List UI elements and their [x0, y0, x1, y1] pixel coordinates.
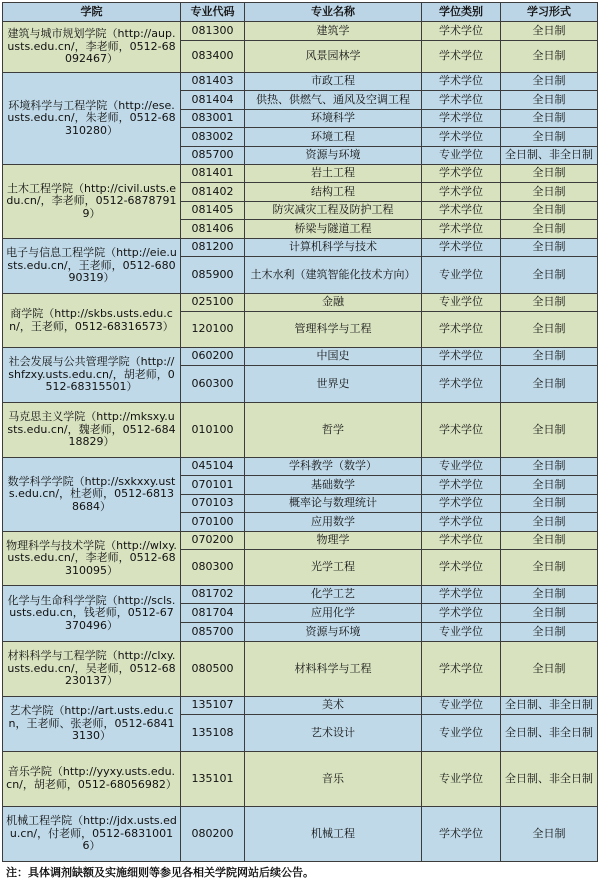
- majors-table-container: [2, 2, 598, 862]
- table-row: [3, 586, 598, 604]
- college-cell: 建筑与城市规划学院（http://aup.usts.edu.cn/，李老师，0512-68092467）: [3, 22, 181, 73]
- study-mode-cell: 全日制: [501, 183, 598, 202]
- degree-type-cell: 学术学位: [422, 495, 501, 513]
- major-code-cell: 081402: [181, 183, 245, 202]
- major-code-cell: 083400: [181, 41, 245, 73]
- major-name-cell: 资源与环境: [245, 623, 422, 642]
- study-mode-cell: 全日制: [501, 110, 598, 128]
- major-code-cell: 070101: [181, 476, 245, 495]
- major-name-cell: 金融: [245, 294, 422, 312]
- study-mode-cell: 全日制: [501, 586, 598, 604]
- study-mode-cell: 全日制: [501, 257, 598, 294]
- degree-type-cell: 专业学位: [422, 257, 501, 294]
- major-name-cell: 光学工程: [245, 550, 422, 586]
- major-code-cell: 080200: [181, 807, 245, 862]
- degree-type-cell: 学术学位: [422, 604, 501, 623]
- major-name-cell: 艺术设计: [245, 715, 422, 752]
- major-code-cell: 081406: [181, 220, 245, 239]
- degree-type-cell: 学术学位: [422, 22, 501, 41]
- study-mode-cell: 全日制: [501, 532, 598, 550]
- major-name-cell: 岩土工程: [245, 165, 422, 183]
- major-code-cell: 080500: [181, 642, 245, 697]
- major-code-cell: 025100: [181, 294, 245, 312]
- degree-type-cell: 学术学位: [422, 403, 501, 458]
- study-mode-cell: 全日制、非全日制: [501, 697, 598, 715]
- degree-type-cell: 专业学位: [422, 294, 501, 312]
- major-name-cell: 基础数学: [245, 476, 422, 495]
- major-name-cell: 材料科学与工程: [245, 642, 422, 697]
- header-name: 专业名称: [245, 3, 422, 22]
- study-mode-cell: 全日制: [501, 807, 598, 862]
- study-mode-cell: 全日制: [501, 91, 598, 110]
- college-cell: 商学院（http://skbs.usts.edu.cn/，王老师，0512-68316573）: [3, 294, 181, 348]
- table-row: [3, 294, 598, 312]
- table-row: [3, 807, 598, 862]
- header-code: 专业代码: [181, 3, 245, 22]
- degree-type-cell: 学术学位: [422, 312, 501, 348]
- study-mode-cell: 全日制: [501, 294, 598, 312]
- college-cell: 材料科学与工程学院（http://clxy.usts.edu.cn/，吴老师，0512-68230137）: [3, 642, 181, 697]
- study-mode-cell: 全日制: [501, 73, 598, 91]
- table-row: [3, 73, 598, 91]
- table-row: [3, 642, 598, 697]
- study-mode-cell: 全日制: [501, 495, 598, 513]
- major-code-cell: 081200: [181, 239, 245, 257]
- study-mode-cell: 全日制: [501, 312, 598, 348]
- major-code-cell: 081401: [181, 165, 245, 183]
- major-name-cell: 结构工程: [245, 183, 422, 202]
- study-mode-cell: 全日制: [501, 128, 598, 147]
- major-name-cell: 中国史: [245, 348, 422, 366]
- degree-type-cell: 专业学位: [422, 458, 501, 476]
- college-cell: 马克思主义学院（http://mksxy.usts.edu.cn/，魏老师，0512-68418829）: [3, 403, 181, 458]
- table-header-row: [3, 3, 598, 22]
- study-mode-cell: 全日制: [501, 202, 598, 220]
- major-code-cell: 135107: [181, 697, 245, 715]
- degree-type-cell: 学术学位: [422, 202, 501, 220]
- study-mode-cell: 全日制: [501, 458, 598, 476]
- college-cell: 物理科学与技术学院（http://wlxy.usts.edu.cn/，李老师，0512-68310095）: [3, 532, 181, 586]
- major-code-cell: 070100: [181, 513, 245, 532]
- major-code-cell: 081403: [181, 73, 245, 91]
- degree-type-cell: 学术学位: [422, 476, 501, 495]
- college-cell: 机械工程学院（http://jdx.usts.edu.cn/，付老师，0512-68310016）: [3, 807, 181, 862]
- major-code-cell: 081404: [181, 91, 245, 110]
- major-code-cell: 085900: [181, 257, 245, 294]
- major-name-cell: 美术: [245, 697, 422, 715]
- degree-type-cell: 学术学位: [422, 220, 501, 239]
- major-code-cell: 081300: [181, 22, 245, 41]
- college-cell: 电子与信息工程学院（http://eie.usts.edu.cn/，王老师，0512-68090319）: [3, 239, 181, 294]
- study-mode-cell: 全日制: [501, 550, 598, 586]
- study-mode-cell: 全日制: [501, 348, 598, 366]
- table-row: [3, 697, 598, 715]
- study-mode-cell: 全日制: [501, 623, 598, 642]
- footnote: 注：具体调剂缺额及实施细则等参见各相关学院网站后续公告。: [6, 866, 314, 879]
- major-code-cell: 120100: [181, 312, 245, 348]
- degree-type-cell: 学术学位: [422, 41, 501, 73]
- degree-type-cell: 学术学位: [422, 348, 501, 366]
- table-row: [3, 532, 598, 550]
- major-name-cell: 学科教学（数学）: [245, 458, 422, 476]
- college-cell: 环境科学与工程学院（http://ese.usts.edu.cn/，朱老师，0512-68310280）: [3, 73, 181, 165]
- college-cell: 化学与生命科学学院（http://scls.usts.edu.cn，钱老师，0512-67370496）: [3, 586, 181, 642]
- college-cell: 土木工程学院（http://civil.usts.edu.cn/，李老师，0512-68787919）: [3, 165, 181, 239]
- header-college: 学院: [3, 3, 181, 22]
- degree-type-cell: 学术学位: [422, 532, 501, 550]
- study-mode-cell: 全日制: [501, 41, 598, 73]
- degree-type-cell: 学术学位: [422, 586, 501, 604]
- major-code-cell: 085700: [181, 623, 245, 642]
- study-mode-cell: 全日制: [501, 366, 598, 403]
- major-name-cell: 应用化学: [245, 604, 422, 623]
- degree-type-cell: 学术学位: [422, 513, 501, 532]
- college-cell: 音乐学院（http://yyxy.usts.edu.cn/，胡老师，0512-68056982）: [3, 752, 181, 807]
- degree-type-cell: 学术学位: [422, 239, 501, 257]
- degree-type-cell: 专业学位: [422, 623, 501, 642]
- major-code-cell: 070200: [181, 532, 245, 550]
- degree-type-cell: 专业学位: [422, 715, 501, 752]
- degree-type-cell: 学术学位: [422, 165, 501, 183]
- study-mode-cell: 全日制: [501, 22, 598, 41]
- table-row: [3, 165, 598, 183]
- major-code-cell: 085700: [181, 147, 245, 165]
- major-code-cell: 081702: [181, 586, 245, 604]
- major-name-cell: 风景园林学: [245, 41, 422, 73]
- major-name-cell: 哲学: [245, 403, 422, 458]
- degree-type-cell: 专业学位: [422, 752, 501, 807]
- degree-type-cell: 学术学位: [422, 807, 501, 862]
- major-code-cell: 135101: [181, 752, 245, 807]
- major-name-cell: 机械工程: [245, 807, 422, 862]
- table-row: [3, 403, 598, 458]
- table-row: [3, 752, 598, 807]
- major-name-cell: 计算机科学与技术: [245, 239, 422, 257]
- major-name-cell: 概率论与数理统计: [245, 495, 422, 513]
- degree-type-cell: 学术学位: [422, 366, 501, 403]
- major-name-cell: 世界史: [245, 366, 422, 403]
- degree-type-cell: 学术学位: [422, 550, 501, 586]
- major-name-cell: 化学工艺: [245, 586, 422, 604]
- major-name-cell: 环境科学: [245, 110, 422, 128]
- table-body: [3, 22, 598, 862]
- major-name-cell: 管理科学与工程: [245, 312, 422, 348]
- study-mode-cell: 全日制: [501, 476, 598, 495]
- major-name-cell: 资源与环境: [245, 147, 422, 165]
- table-row: [3, 239, 598, 257]
- degree-type-cell: 学术学位: [422, 128, 501, 147]
- major-code-cell: 083001: [181, 110, 245, 128]
- study-mode-cell: 全日制、非全日制: [501, 147, 598, 165]
- major-name-cell: 防灾减灾工程及防护工程: [245, 202, 422, 220]
- degree-type-cell: 专业学位: [422, 147, 501, 165]
- college-cell: 数学科学学院（http://sxkxxy.usts.edu.cn/，杜老师，0512-68138684）: [3, 458, 181, 532]
- majors-table: [2, 2, 598, 862]
- table-row: [3, 348, 598, 366]
- study-mode-cell: 全日制: [501, 403, 598, 458]
- major-name-cell: 市政工程: [245, 73, 422, 91]
- major-code-cell: 081704: [181, 604, 245, 623]
- degree-type-cell: 学术学位: [422, 91, 501, 110]
- study-mode-cell: 全日制: [501, 165, 598, 183]
- study-mode-cell: 全日制: [501, 513, 598, 532]
- degree-type-cell: 学术学位: [422, 642, 501, 697]
- major-name-cell: 土木水利（建筑智能化技术方向）: [245, 257, 422, 294]
- header-degree-type: 学位类别: [422, 3, 501, 22]
- major-name-cell: 供热、供燃气、通风及空调工程: [245, 91, 422, 110]
- college-cell: 社会发展与公共管理学院（http://shfzxy.usts.edu.cn/，胡老师，0512-68315501）: [3, 348, 181, 403]
- study-mode-cell: 全日制、非全日制: [501, 752, 598, 807]
- college-cell: 艺术学院（http://art.usts.edu.cn，王老师、张老师，0512-68413130）: [3, 697, 181, 752]
- degree-type-cell: 专业学位: [422, 697, 501, 715]
- degree-type-cell: 学术学位: [422, 73, 501, 91]
- degree-type-cell: 学术学位: [422, 110, 501, 128]
- major-name-cell: 桥梁与隧道工程: [245, 220, 422, 239]
- major-code-cell: 010100: [181, 403, 245, 458]
- table-row: [3, 22, 598, 41]
- major-code-cell: 060300: [181, 366, 245, 403]
- major-code-cell: 080300: [181, 550, 245, 586]
- major-code-cell: 070103: [181, 495, 245, 513]
- degree-type-cell: 学术学位: [422, 183, 501, 202]
- major-name-cell: 建筑学: [245, 22, 422, 41]
- study-mode-cell: 全日制: [501, 604, 598, 623]
- study-mode-cell: 全日制: [501, 239, 598, 257]
- table-row: [3, 458, 598, 476]
- study-mode-cell: 全日制、非全日制: [501, 715, 598, 752]
- major-name-cell: 音乐: [245, 752, 422, 807]
- major-name-cell: 物理学: [245, 532, 422, 550]
- major-code-cell: 083002: [181, 128, 245, 147]
- header-study-mode: 学习形式: [501, 3, 598, 22]
- major-code-cell: 081405: [181, 202, 245, 220]
- major-name-cell: 环境工程: [245, 128, 422, 147]
- major-code-cell: 045104: [181, 458, 245, 476]
- major-code-cell: 135108: [181, 715, 245, 752]
- study-mode-cell: 全日制: [501, 642, 598, 697]
- major-code-cell: 060200: [181, 348, 245, 366]
- study-mode-cell: 全日制: [501, 220, 598, 239]
- major-name-cell: 应用数学: [245, 513, 422, 532]
